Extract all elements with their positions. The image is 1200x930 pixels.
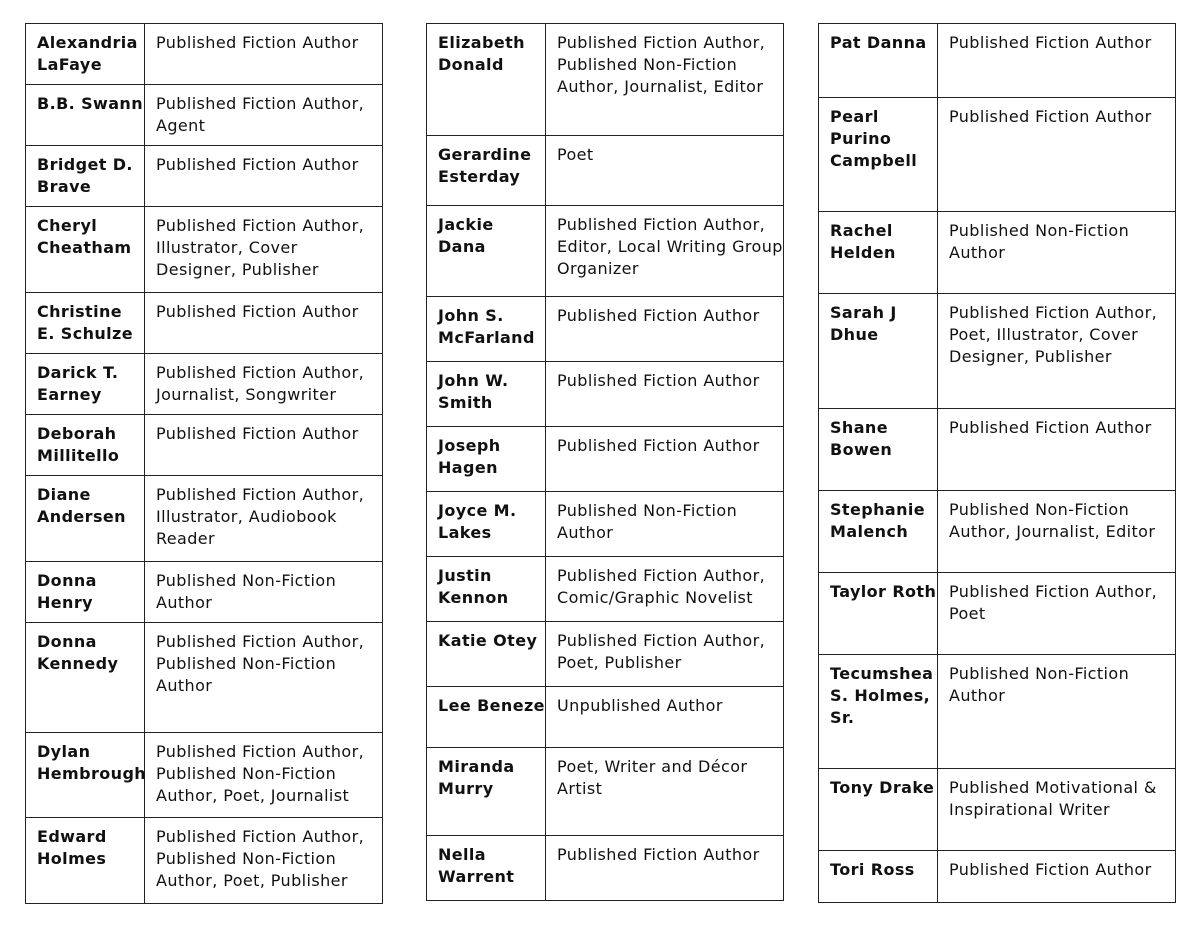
member-name: Tecumshea S. Holmes, Sr. [819, 655, 938, 769]
member-role: Published Fiction Author [938, 24, 1176, 98]
member-row [819, 212, 1176, 294]
member-name: Christine E. Schulze [26, 293, 145, 354]
member-row [26, 24, 383, 85]
member-name: Elizabeth Donald [427, 24, 546, 136]
member-name: Joseph Hagen [427, 427, 546, 492]
member-role: Published Fiction Author [546, 297, 784, 362]
member-role: Published Fiction Author, Poet, Publisher [546, 622, 784, 687]
members-table-column-2 [426, 23, 784, 901]
member-name: Nella Warrent [427, 836, 546, 901]
member-name: Miranda Murry [427, 748, 546, 836]
member-name: Pearl Purino Campbell [819, 98, 938, 212]
members-table-column-1 [25, 23, 383, 904]
member-role: Published Fiction Author, Published Non-Fiction Author [145, 623, 383, 733]
member-name: Lee Beneze [427, 687, 546, 748]
member-row [819, 491, 1176, 573]
member-name: Dylan Hembrough [26, 733, 145, 818]
member-role: Published Fiction Author [938, 409, 1176, 491]
member-row [427, 557, 784, 622]
member-row [26, 562, 383, 623]
member-name: Bridget D. Brave [26, 146, 145, 207]
member-role: Published Fiction Author, Published Non-Fiction Author, Journalist, Editor [546, 24, 784, 136]
member-row [819, 24, 1176, 98]
member-role: Published Fiction Author, Illustrator, Audiobook Reader [145, 476, 383, 562]
member-role: Published Non-Fiction Author [938, 655, 1176, 769]
member-row [427, 24, 784, 136]
member-role: Published Fiction Author [546, 362, 784, 427]
member-role: Published Fiction Author [546, 427, 784, 492]
member-name: Diane Andersen [26, 476, 145, 562]
member-name: B.B. Swann [26, 85, 145, 146]
member-role: Published Fiction Author [546, 836, 784, 901]
member-role: Published Fiction Author [145, 24, 383, 85]
member-row [26, 85, 383, 146]
member-row [819, 294, 1176, 409]
member-role: Published Fiction Author, Published Non-Fiction Author, Poet, Journalist [145, 733, 383, 818]
member-row [819, 98, 1176, 212]
member-role: Published Fiction Author, Editor, Local Writing Group Organizer [546, 206, 784, 297]
member-name: Sarah J Dhue [819, 294, 938, 409]
member-role: Published Fiction Author, Poet, Illustrator, Cover Designer, Publisher [938, 294, 1176, 409]
member-row [427, 427, 784, 492]
member-name: Tony Drake [819, 769, 938, 851]
member-row [427, 622, 784, 687]
member-role: Published Fiction Author, Journalist, Songwriter [145, 354, 383, 415]
member-name: Pat Danna [819, 24, 938, 98]
member-name: Stephanie Malench [819, 491, 938, 573]
member-name: Donna Kennedy [26, 623, 145, 733]
member-role: Poet [546, 136, 784, 206]
member-role: Published Fiction Author, Published Non-Fiction Author, Poet, Publisher [145, 818, 383, 904]
member-role: Published Fiction Author, Comic/Graphic Novelist [546, 557, 784, 622]
member-role: Published Fiction Author, Poet [938, 573, 1176, 655]
member-role: Published Fiction Author [145, 415, 383, 476]
member-role: Published Fiction Author [145, 146, 383, 207]
member-role: Published Non-Fiction Author [145, 562, 383, 623]
member-role: Published Fiction Author [938, 98, 1176, 212]
member-role: Published Motivational & Inspirational Writer [938, 769, 1176, 851]
members-table-body [427, 24, 784, 901]
member-row [819, 655, 1176, 769]
member-row [26, 733, 383, 818]
member-name: Rachel Helden [819, 212, 938, 294]
member-role: Poet, Writer and Décor Artist [546, 748, 784, 836]
member-row [819, 573, 1176, 655]
member-row [427, 492, 784, 557]
member-row [427, 687, 784, 748]
member-row [26, 818, 383, 904]
member-role: Published Fiction Author [145, 293, 383, 354]
member-row [427, 297, 784, 362]
member-name: Jackie Dana [427, 206, 546, 297]
member-row [427, 362, 784, 427]
members-table-body [819, 24, 1176, 903]
member-row [26, 415, 383, 476]
member-row [26, 207, 383, 293]
member-name: John S. McFarland [427, 297, 546, 362]
member-role: Published Fiction Author, Agent [145, 85, 383, 146]
member-row [26, 476, 383, 562]
member-role: Published Non-Fiction Author [546, 492, 784, 557]
member-name: Cheryl Cheatham [26, 207, 145, 293]
member-row [26, 146, 383, 207]
member-row [427, 136, 784, 206]
members-table-body [26, 24, 383, 904]
member-name: Alexandria LaFaye [26, 24, 145, 85]
member-row [819, 769, 1176, 851]
member-row [26, 623, 383, 733]
member-name: Taylor Roth [819, 573, 938, 655]
member-name: Shane Bowen [819, 409, 938, 491]
member-row [427, 748, 784, 836]
member-row [427, 836, 784, 901]
member-row [819, 409, 1176, 491]
member-role: Published Non-Fiction Author, Journalist, Editor [938, 491, 1176, 573]
member-name: Donna Henry [26, 562, 145, 623]
member-name: John W. Smith [427, 362, 546, 427]
member-name: Edward Holmes [26, 818, 145, 904]
member-row [26, 293, 383, 354]
members-table-column-3 [818, 23, 1176, 903]
member-row [819, 851, 1176, 903]
member-role: Published Non-Fiction Author [938, 212, 1176, 294]
member-row [427, 206, 784, 297]
member-role: Unpublished Author [546, 687, 784, 748]
member-name: Gerardine Esterday [427, 136, 546, 206]
member-name: Darick T. Earney [26, 354, 145, 415]
member-name: Joyce M. Lakes [427, 492, 546, 557]
member-role: Published Fiction Author [938, 851, 1176, 903]
member-name: Tori Ross [819, 851, 938, 903]
member-name: Deborah Millitello [26, 415, 145, 476]
member-name: Katie Otey [427, 622, 546, 687]
member-role: Published Fiction Author, Illustrator, Cover Designer, Publisher [145, 207, 383, 293]
member-name: Justin Kennon [427, 557, 546, 622]
member-row [26, 354, 383, 415]
